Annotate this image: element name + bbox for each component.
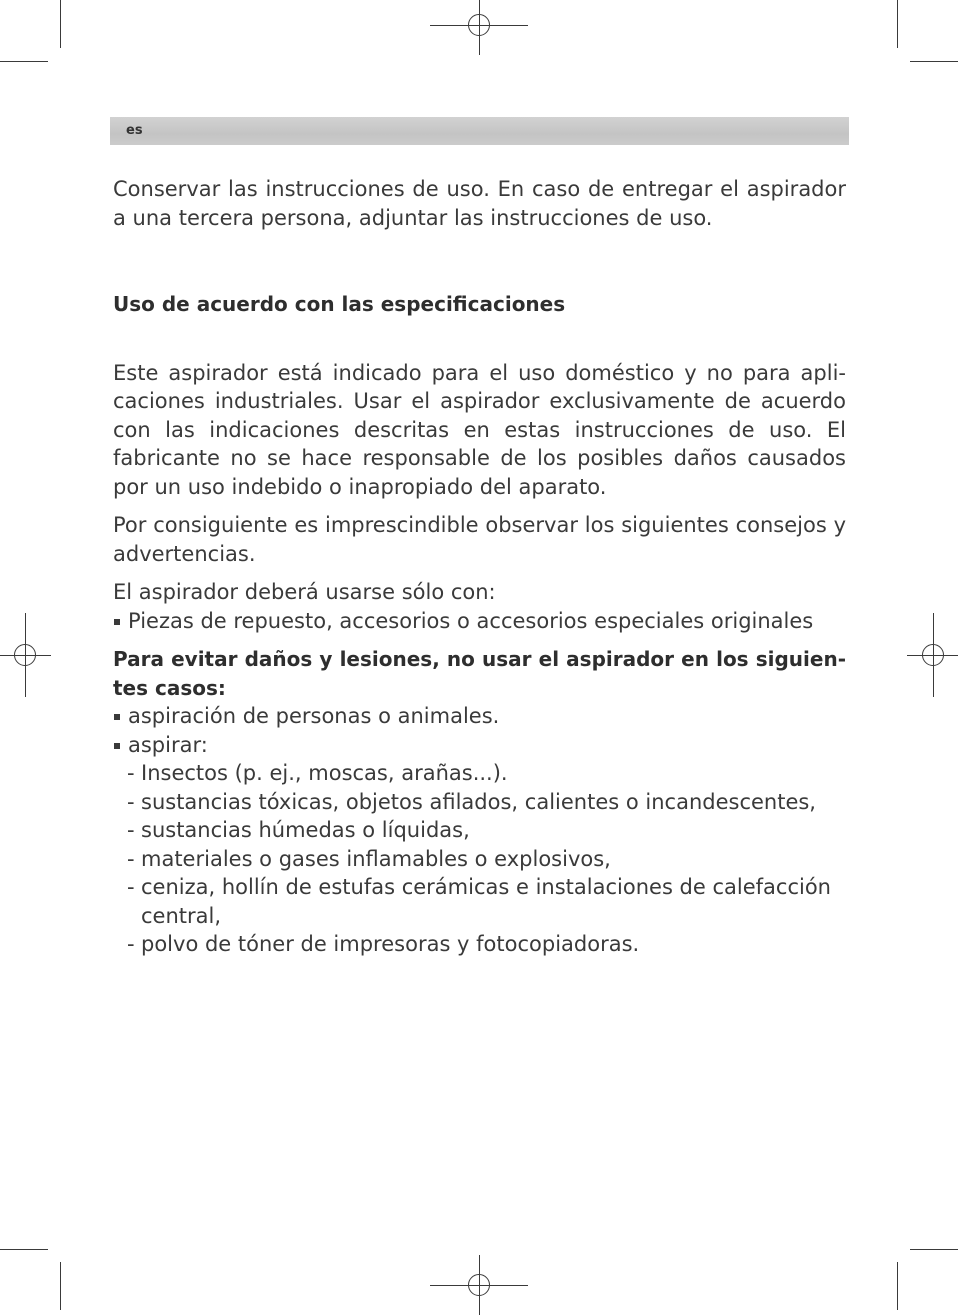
crop-mark (910, 1249, 958, 1250)
crop-mark (897, 1262, 898, 1310)
registration-mark (911, 633, 955, 677)
section-heading-usage: Uso de acuerdo con las especificaciones (113, 292, 566, 316)
parts-list (113, 607, 846, 636)
warnings-list (113, 702, 846, 759)
list-item: Piezas de repuesto, accesorios o accesorios especiales originales (113, 607, 846, 636)
document-body (113, 175, 846, 959)
crop-mark (910, 61, 958, 62)
crop-mark (0, 61, 48, 62)
only-with-paragraph: El aspirador deberá usarse sólo con: (113, 580, 496, 604)
list-item (113, 731, 846, 760)
list-item: aspiración de personas o animales. (113, 702, 846, 731)
language-code: es (126, 123, 143, 138)
list-item: - polvo de tóner de impresoras y fotocopiadoras. (113, 930, 846, 959)
registration-mark (3, 633, 47, 677)
section-heading-warnings: Para evitar daños y lesiones, no usar el aspirador en los siguientes casos: (113, 647, 846, 700)
language-header-bar (110, 117, 849, 145)
list-item-label: aspirar: (128, 732, 208, 757)
consequence-paragraph: Por consiguiente es imprescindible observar los siguientes consejos y advertencias. (113, 513, 846, 566)
registration-mark (457, 1263, 501, 1307)
list-item: - materiales o gases inflamables o explosivos, (113, 845, 846, 874)
crop-mark (60, 0, 61, 48)
list-item: - sustancias tóxicas, objetos afilados, calientes o incandescentes, (113, 788, 846, 817)
intro-paragraph: Conservar las instrucciones de uso. En caso de entregar el aspirador a una tercera persona, adjuntar las instrucciones de uso. (113, 177, 846, 230)
registration-mark (457, 3, 501, 47)
crop-mark (0, 1249, 48, 1250)
substances-list (113, 759, 846, 959)
list-item: - ceniza, hollín de estufas cerámicas e instalaciones de calefacción central, (113, 873, 846, 930)
list-item: - sustancias húmedas o líquidas, (113, 816, 846, 845)
usage-paragraph: Este aspirador está indicado para el uso doméstico y no para aplicaciones industriales. Usar el aspirador exclusivamente de acuerdo con las indicaciones descritas en estas instrucciones de uso. El fabricante no se hace responsable de los posibles daños causados por un uso indebido o inapropiado del aparato. (113, 360, 846, 499)
list-item: - Insectos (p. ej., moscas, arañas...). (113, 759, 846, 788)
crop-mark (60, 1262, 61, 1310)
crop-mark (897, 0, 898, 48)
